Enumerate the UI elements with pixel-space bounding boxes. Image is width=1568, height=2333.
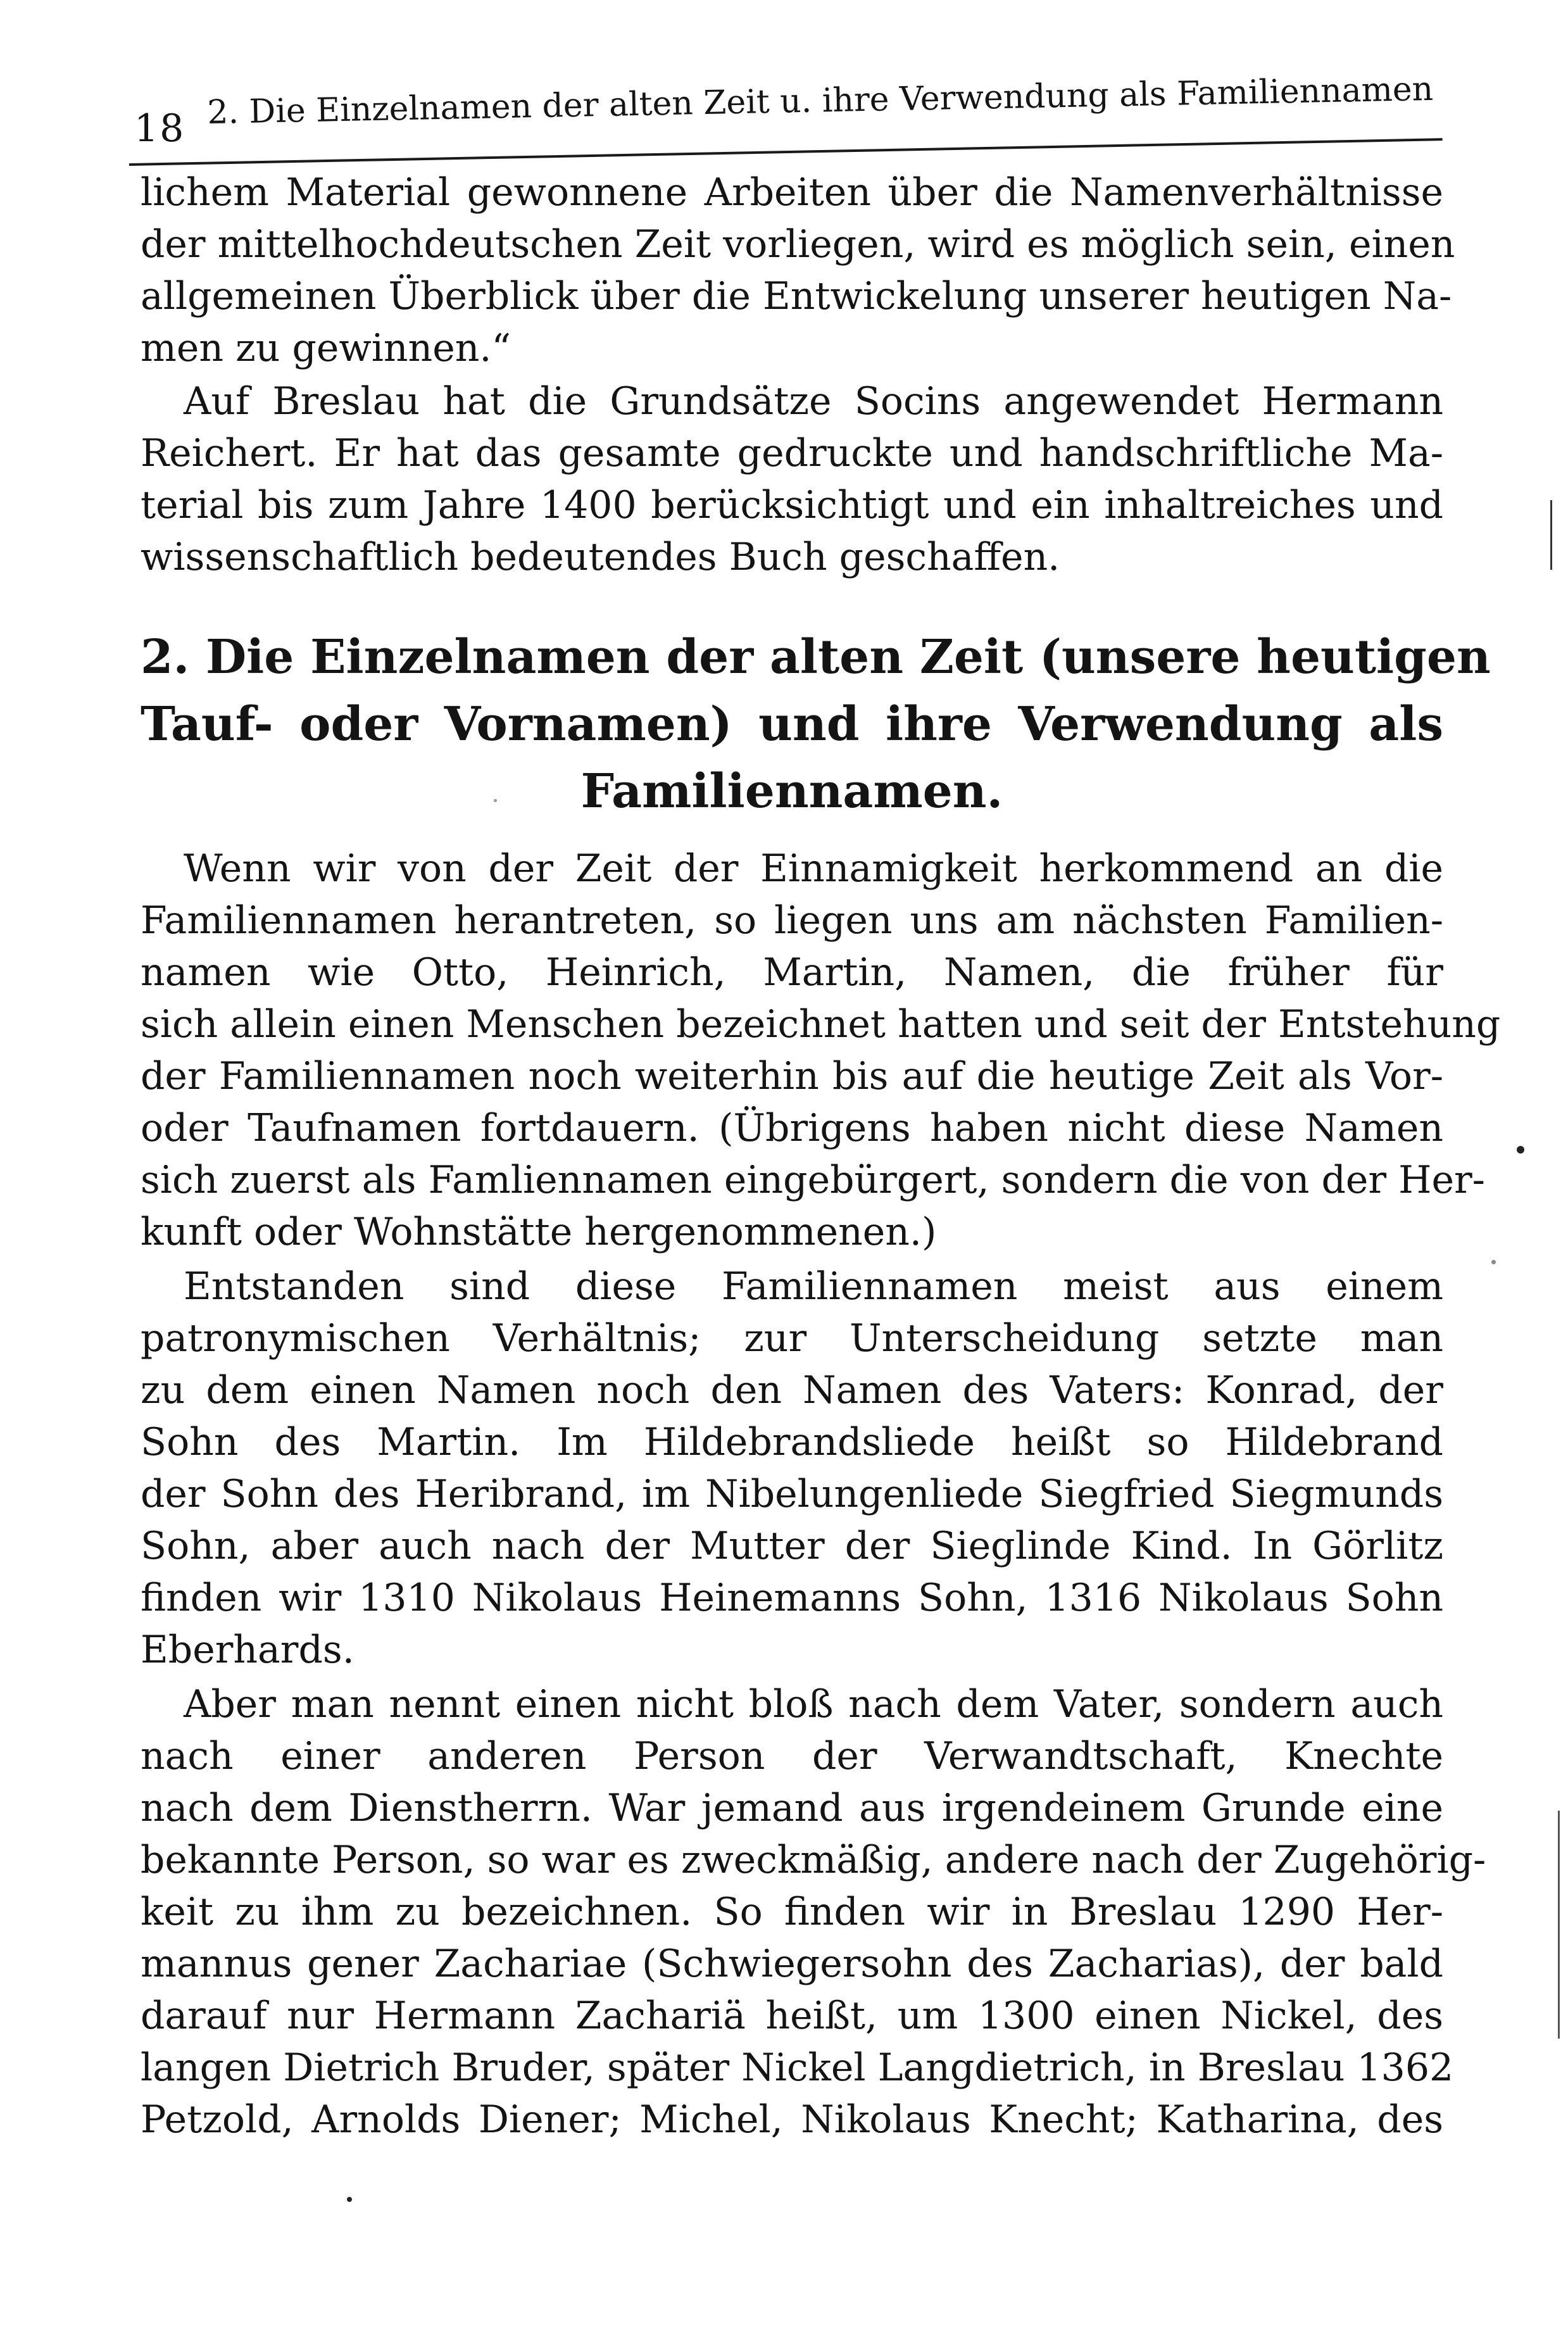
text-line: zu dem einen Namen noch den Namen des Vaters: Konrad, der bbox=[141, 1368, 1443, 1412]
text-line: Aber man nennt einen nicht bloß nach dem Vater, sondern auch bbox=[184, 1682, 1443, 1726]
text-line: terial bis zum Jahre 1400 berücksichtigt und ein inhaltreiches und bbox=[141, 483, 1443, 527]
header-rule bbox=[129, 138, 1443, 166]
heading-line: Familiennamen. bbox=[580, 764, 1003, 819]
ink-speck bbox=[494, 799, 497, 802]
text-line: langen Dietrich Bruder, später Nickel Langdietrich, in Breslau 1362 bbox=[141, 2046, 1454, 2090]
text-line: Eberhards. bbox=[141, 1628, 354, 1672]
text-line: lichem Material gewonnene Arbeiten über die Namenverhältnisse bbox=[141, 170, 1443, 215]
text-line: patronymischen Verhältnis; zur Unterscheidung setzte man bbox=[141, 1316, 1443, 1361]
text-line: namen wie Otto, Heinrich, Martin, Namen, die früher für bbox=[141, 950, 1443, 995]
heading-line: Tauf- oder Vornamen) und ihre Verwendung als bbox=[141, 697, 1443, 751]
running-head: 2. Die Einzelnamen der alten Zeit u. ihre Verwendung als Familiennamen bbox=[206, 70, 1434, 132]
page-number: 18 bbox=[134, 106, 185, 151]
text-line: mannus gener Zachariae (Schwiegersohn des Zacharias), der bald bbox=[141, 1942, 1443, 1986]
page-header bbox=[125, 68, 1442, 157]
ink-speck bbox=[347, 2197, 352, 2202]
page-edge-mark bbox=[1558, 1811, 1560, 2039]
text-line: keit zu ihm zu bezeichnen. So finden wir in Breslau 1290 Her- bbox=[141, 1890, 1443, 1934]
page-edge-mark bbox=[1550, 500, 1552, 570]
text-line: sich zuerst als Famliennamen eingebürgert, sondern die von der Her- bbox=[141, 1158, 1485, 1202]
text-line: nach einer anderen Person der Verwandtschaft, Knechte bbox=[141, 1734, 1443, 1778]
text-line: Familiennamen herantreten, so liegen uns am nächsten Familien- bbox=[141, 898, 1443, 943]
text-line: wissenschaftlich bedeutendes Buch geschaffen. bbox=[141, 535, 1060, 579]
text-line: kunft oder Wohnstätte hergenommenen.) bbox=[141, 1210, 937, 1254]
text-line: Wenn wir von der Zeit der Einnamigkeit herkommend an die bbox=[184, 846, 1443, 891]
text-line: men zu gewinnen.“ bbox=[141, 326, 511, 370]
text-line: Sohn, aber auch nach der Mutter der Sieglinde Kind. In Görlitz bbox=[141, 1524, 1443, 1568]
text-line: der mittelhochdeutschen Zeit vorliegen, wird es möglich sein, einen bbox=[141, 222, 1455, 267]
text-line: der Sohn des Heribrand, im Nibelungenliede Siegfried Siegmunds bbox=[141, 1472, 1443, 1516]
text-line: Petzold, Arnolds Diener; Michel, Nikolaus Knecht; Katharina, des bbox=[141, 2097, 1443, 2142]
text-line: allgemeinen Überblick über die Entwickelung unserer heutigen Na- bbox=[141, 274, 1452, 318]
heading-line: 2. Die Einzelnamen der alten Zeit (unsere heutigen bbox=[141, 630, 1491, 684]
text-line: Reichert. Er hat das gesamte gedruckte und handschriftliche Ma- bbox=[141, 431, 1443, 475]
text-line: bekannte Person, so war es zweckmäßig, andere nach der Zugehörig- bbox=[141, 1838, 1486, 1882]
text-line: Sohn des Martin. Im Hildebrandsliede heißt so Hildebrand bbox=[141, 1420, 1443, 1464]
ink-speck bbox=[1491, 1260, 1496, 1264]
text-line: finden wir 1310 Nikolaus Heinemanns Sohn, 1316 Nikolaus Sohn bbox=[141, 1576, 1443, 1620]
text-line: nach dem Dienstherrn. War jemand aus irgendeinem Grunde eine bbox=[141, 1786, 1443, 1830]
text-line: der Familiennamen noch weiterhin bis auf die heutige Zeit als Vor- bbox=[141, 1054, 1443, 1098]
text-line: darauf nur Hermann Zachariä heißt, um 1300 einen Nickel, des bbox=[141, 1994, 1443, 2038]
text-line: sich allein einen Menschen bezeichnet hatten und seit der Entstehung bbox=[141, 1002, 1501, 1047]
text-line: Entstanden sind diese Familiennamen meist aus einem bbox=[184, 1264, 1443, 1309]
text-line: Auf Breslau hat die Grundsätze Socins angewendet Hermann bbox=[184, 379, 1443, 424]
ink-speck bbox=[1517, 1146, 1524, 1154]
text-line: oder Taufnamen fortdauern. (Übrigens haben nicht diese Namen bbox=[141, 1106, 1443, 1150]
